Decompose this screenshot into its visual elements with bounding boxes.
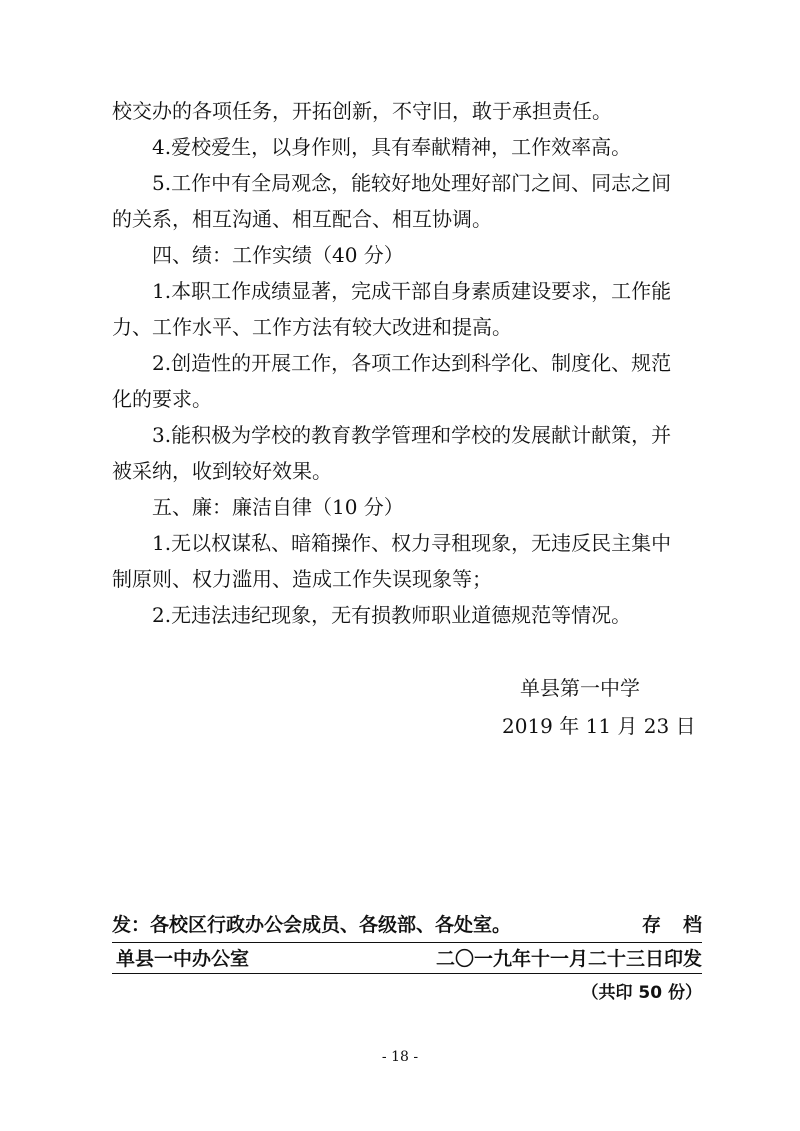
body-line: 制原则、权力滥用、造成工作失误现象等； xyxy=(112,567,492,591)
body-line: 力、工作水平、工作方法有较大改进和提高。 xyxy=(112,315,512,339)
body-line: 3.能积极为学校的教育教学管理和学校的发展献计献策，并 xyxy=(152,423,672,447)
issuer-name: 单县一中办公室 xyxy=(116,948,250,970)
body-line: 1.本职工作成绩显著，完成干部自身素质建设要求，工作能 xyxy=(152,279,672,303)
body-line: 2.创造性的开展工作，各项工作达到科学化、制度化、规范 xyxy=(152,351,672,375)
copies-count: （共印 50 份） xyxy=(581,983,702,1003)
signature-organization: 单县第一中学 xyxy=(520,676,640,700)
body-line: 五、廉：廉洁自律（10 分） xyxy=(152,495,404,519)
issuer-line xyxy=(112,944,702,974)
body-line: 被采纳，收到较好效果。 xyxy=(112,459,332,483)
body-line: 4.爱校爱生，以身作则，具有奉献精神，工作效率高。 xyxy=(152,135,632,159)
distribution-line xyxy=(112,908,724,943)
body-line: 化的要求。 xyxy=(112,387,212,411)
body-line: 1.无以权谋私、暗箱操作、权力寻租现象，无违反民主集中 xyxy=(152,531,672,555)
body-line: 2.无违法违纪现象，无有损教师职业道德规范等情况。 xyxy=(152,603,632,627)
signature-date: 2019 年 11 月 23 日 xyxy=(502,714,696,738)
body-line: 5.工作中有全局观念，能较好地处理好部门之间、同志之间 xyxy=(152,171,672,195)
body-line: 的关系，相互沟通、相互配合、相互协调。 xyxy=(112,207,492,231)
distribution-text: 发：各校区行政办公会成员、各级部、各处室。 xyxy=(112,914,512,936)
body-text xyxy=(112,93,704,633)
issue-date: 二〇一九年十一月二十三日印发 xyxy=(435,948,702,970)
archive-label: 存档 xyxy=(641,914,724,936)
body-line: 校交办的各项任务，开拓创新，不守旧，敢于承担责任。 xyxy=(112,99,612,123)
page-number: - 18 - xyxy=(381,1049,419,1065)
body-line: 四、绩：工作实绩（40 分） xyxy=(152,243,404,267)
